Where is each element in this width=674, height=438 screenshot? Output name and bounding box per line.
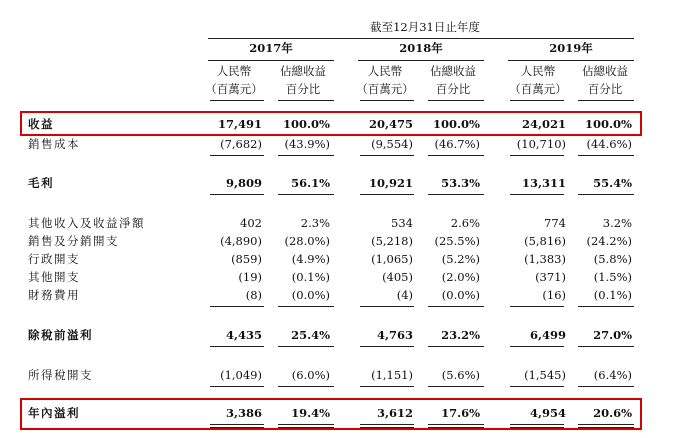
column-rule (428, 100, 484, 101)
row-label: 所得稅開支 (28, 368, 93, 382)
cell-rmb: (16) (542, 288, 566, 302)
cell-rule (428, 386, 484, 387)
column-rule (510, 100, 564, 101)
cell-pct: (0.0%) (291, 288, 330, 302)
cell-pct: (5.2%) (441, 252, 480, 266)
year-rule (358, 60, 484, 61)
cell-rmb: (10,710) (516, 137, 566, 151)
cell-pct: (0.0%) (441, 288, 480, 302)
cell-pct: 55.4% (593, 176, 632, 190)
cell-pct: 23.2% (441, 328, 480, 342)
cell-pct: 56.1% (291, 176, 330, 190)
cell-pct: 19.4% (291, 406, 330, 420)
year-header: 2017年 (249, 41, 293, 55)
column-rule (578, 100, 634, 101)
column-header-rmb: 人民幣 (367, 64, 403, 78)
cell-pct: 27.0% (593, 328, 632, 342)
row-label: 銷售成本 (28, 137, 80, 151)
cell-rmb: (4,890) (220, 234, 262, 248)
cell-rule (210, 306, 264, 307)
cell-rmb: (4) (396, 288, 413, 302)
cell-rule (210, 346, 264, 347)
row-label: 其他收入及收益淨額 (28, 216, 145, 230)
column-header-pct-unit: 百分比 (285, 82, 321, 96)
cell-rule (360, 194, 414, 195)
period-title: 截至12月31日止年度 (370, 20, 480, 34)
cell-rule (428, 306, 484, 307)
cell-pct: 100.0% (585, 117, 632, 131)
cell-rmb: (859) (231, 252, 262, 266)
row-label: 除稅前溢利 (28, 328, 93, 342)
cell-pct: (28.0%) (284, 234, 330, 248)
cell-pct: (44.6%) (586, 137, 632, 151)
cell-rmb: (1,049) (220, 368, 262, 382)
cell-rmb: (405) (382, 270, 413, 284)
cell-rule (578, 155, 634, 156)
cell-rmb: 6,499 (529, 328, 566, 342)
row-label: 毛利 (28, 176, 54, 190)
cell-rule (210, 194, 264, 195)
cell-rule (510, 155, 564, 156)
column-header-pct-unit: 百分比 (587, 82, 623, 96)
row-label: 其他開支 (28, 270, 80, 284)
column-rule (278, 100, 334, 101)
column-header-pct: 佔總收益 (430, 64, 476, 78)
cell-pct: 100.0% (433, 117, 480, 131)
cell-rmb: (1,065) (371, 252, 413, 266)
column-header-pct-unit: 百分比 (435, 82, 471, 96)
cell-pct: (5.6%) (441, 368, 480, 382)
cell-rule (578, 386, 634, 387)
row-label: 財務費用 (28, 288, 80, 302)
cell-rmb: 774 (544, 216, 566, 230)
cell-pct: 2.6% (450, 216, 480, 230)
cell-rule (510, 346, 564, 347)
cell-pct: 3.2% (602, 216, 632, 230)
cell-rule (210, 155, 264, 156)
cell-rmb: (8) (245, 288, 262, 302)
cell-rmb: 4,954 (529, 406, 566, 420)
cell-rmb: 3,386 (225, 406, 262, 420)
cell-pct: (4.9%) (291, 252, 330, 266)
cell-rule (578, 194, 634, 195)
column-header-rmb-unit: （百萬元） (205, 82, 263, 96)
cell-pct: 53.3% (441, 176, 480, 190)
cell-rule (360, 346, 414, 347)
cell-pct: 2.3% (300, 216, 330, 230)
cell-rule (510, 306, 564, 307)
cell-pct: (6.4%) (593, 368, 632, 382)
column-rule (360, 100, 414, 101)
column-header-rmb-unit: （百萬元） (356, 82, 414, 96)
cell-rule (360, 155, 414, 156)
cell-rule (428, 194, 484, 195)
column-header-rmb-unit: （百萬元） (509, 82, 567, 96)
cell-rmb: 24,021 (521, 117, 566, 131)
column-header-rmb: 人民幣 (520, 64, 556, 78)
cell-rmb: 13,311 (521, 176, 566, 190)
column-header-rmb: 人民幣 (216, 64, 252, 78)
year-header: 2018年 (399, 41, 443, 55)
cell-rmb: (5,816) (524, 234, 566, 248)
row-label: 收益 (28, 117, 54, 131)
cell-rule (510, 194, 564, 195)
column-header-pct: 佔總收益 (582, 64, 628, 78)
row-label: 銷售及分銷開支 (28, 234, 119, 248)
revenue-highlight-box (20, 111, 642, 136)
cell-rmb: (5,218) (371, 234, 413, 248)
cell-rmb: (1,151) (371, 368, 413, 382)
cell-rule (278, 155, 334, 156)
cell-pct: 25.4% (291, 328, 330, 342)
period-rule (208, 38, 634, 39)
column-header-pct: 佔總收益 (280, 64, 326, 78)
cell-rmb: 402 (240, 216, 262, 230)
cell-pct: (0.1%) (593, 288, 632, 302)
cell-rule (578, 306, 634, 307)
cell-rmb: 4,435 (225, 328, 262, 342)
cell-pct: 20.6% (593, 406, 632, 420)
year-header: 2019年 (549, 41, 593, 55)
cell-rmb: (9,554) (371, 137, 413, 151)
cell-pct: (0.1%) (291, 270, 330, 284)
cell-rule (510, 386, 564, 387)
cell-pct: (25.5%) (434, 234, 480, 248)
cell-rule (278, 306, 334, 307)
cell-rmb: (19) (238, 270, 262, 284)
cell-pct: 17.6% (441, 406, 480, 420)
cell-rule (578, 346, 634, 347)
column-rule (210, 100, 264, 101)
profit-for-year-highlight-box (20, 398, 642, 430)
cell-rmb: 9,809 (225, 176, 262, 190)
cell-rmb: 4,763 (376, 328, 413, 342)
cell-rule (360, 386, 414, 387)
cell-rmb: 17,491 (217, 117, 262, 131)
cell-rule (210, 386, 264, 387)
cell-pct: (24.2%) (586, 234, 632, 248)
cell-rmb: (371) (535, 270, 566, 284)
cell-rule (278, 386, 334, 387)
cell-pct: (5.8%) (593, 252, 632, 266)
cell-pct: (6.0%) (291, 368, 330, 382)
cell-rule (428, 155, 484, 156)
cell-rmb: 3,612 (376, 406, 413, 420)
cell-rmb: 20,475 (368, 117, 413, 131)
year-rule (508, 60, 634, 61)
cell-pct: 100.0% (283, 117, 330, 131)
cell-rmb: 10,921 (368, 176, 413, 190)
row-label: 年內溢利 (28, 406, 80, 420)
cell-rule (278, 194, 334, 195)
year-rule (208, 60, 334, 61)
cell-rmb: 534 (391, 216, 413, 230)
cell-rule (360, 306, 414, 307)
cell-pct: (2.0%) (441, 270, 480, 284)
cell-rule (278, 346, 334, 347)
cell-rmb: (1,545) (524, 368, 566, 382)
cell-rmb: (7,682) (220, 137, 262, 151)
cell-pct: (43.9%) (284, 137, 330, 151)
cell-pct: (46.7%) (434, 137, 480, 151)
row-label: 行政開支 (28, 252, 80, 266)
cell-rmb: (1,383) (524, 252, 566, 266)
cell-pct: (1.5%) (593, 270, 632, 284)
cell-rule (428, 346, 484, 347)
